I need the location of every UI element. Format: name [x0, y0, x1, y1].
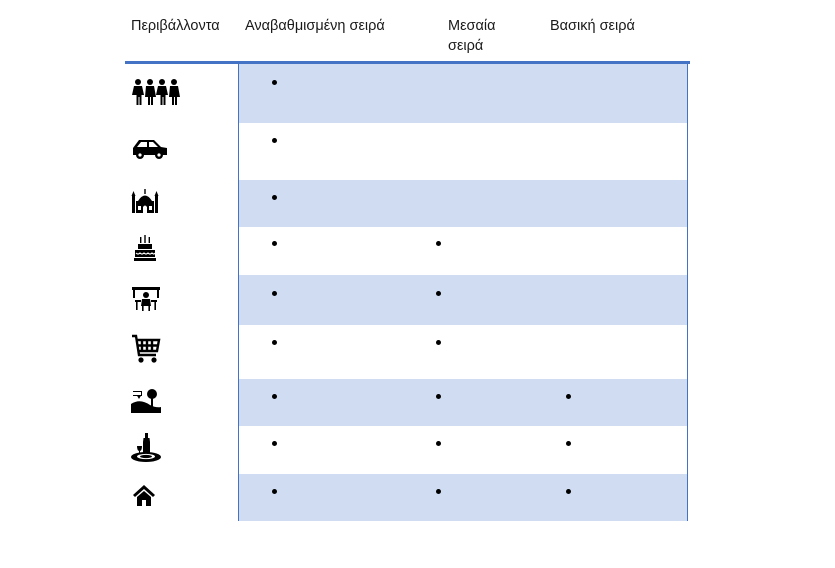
people-group-icon	[130, 77, 170, 107]
table-row	[239, 227, 687, 275]
available-dot-upgraded	[272, 138, 277, 143]
header-middle-series: Μεσαία σειρά	[448, 18, 496, 54]
table-row	[239, 474, 687, 521]
landscape-icon	[130, 386, 170, 416]
available-dot-basic	[566, 441, 571, 446]
wine-dinner-icon	[130, 432, 170, 462]
available-dot-middle	[436, 340, 441, 345]
table-row	[239, 64, 687, 123]
available-dot-middle	[436, 489, 441, 494]
table-row	[239, 379, 687, 426]
available-dot-upgraded	[272, 340, 277, 345]
available-dot-middle	[436, 441, 441, 446]
table-row	[239, 325, 687, 379]
mosque-icon	[130, 187, 170, 217]
shopping-cart-icon	[130, 333, 170, 363]
table-row	[239, 426, 687, 474]
available-dot-upgraded	[272, 291, 277, 296]
table-row	[239, 275, 687, 325]
available-dot-upgraded	[272, 241, 277, 246]
available-dot-upgraded	[272, 441, 277, 446]
header-upgraded-series: Αναβαθμισμένη σειρά	[245, 18, 385, 34]
available-dot-basic	[566, 489, 571, 494]
available-dot-middle	[436, 291, 441, 296]
header-basic-series: Βασική σειρά	[550, 18, 635, 34]
birthday-cake-icon	[130, 234, 170, 264]
available-dot-basic	[566, 394, 571, 399]
available-dot-middle	[436, 241, 441, 246]
table-row	[239, 180, 687, 227]
header-environments: Περιβάλλοντα	[131, 18, 220, 34]
available-dot-upgraded	[272, 80, 277, 85]
available-dot-middle	[436, 394, 441, 399]
meeting-table-icon	[130, 284, 170, 314]
home-icon	[130, 483, 170, 513]
available-dot-upgraded	[272, 489, 277, 494]
table-row	[239, 123, 687, 180]
car-icon	[130, 136, 170, 166]
features-grid	[238, 64, 688, 521]
available-dot-upgraded	[272, 195, 277, 200]
available-dot-upgraded	[272, 394, 277, 399]
